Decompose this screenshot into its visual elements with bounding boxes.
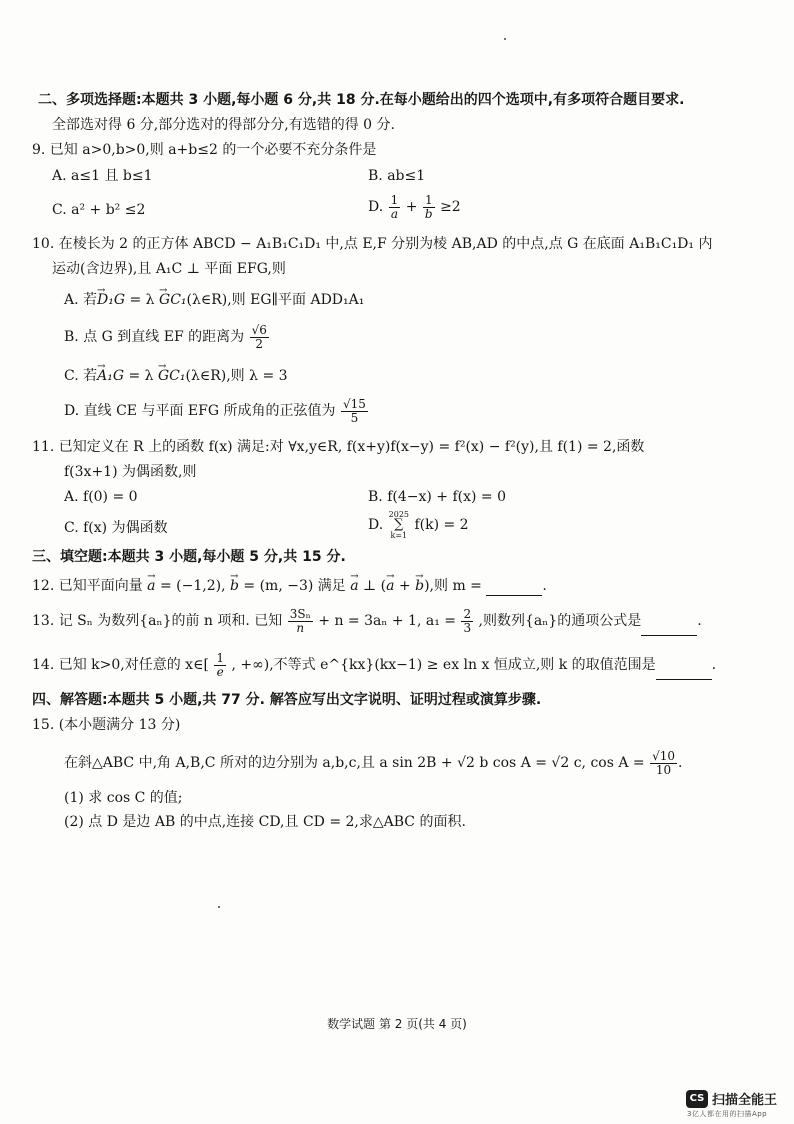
q9-d-prefix: D. [368, 199, 384, 215]
q14-frac: $\frac{1}{e}$ [216, 650, 225, 679]
scan-speck [218, 906, 220, 908]
q9-d-plus: + [405, 199, 418, 215]
q11-d-sum: 2025 ∑ k=1 [388, 510, 409, 540]
q10-stem-line2: 运动(含边界),且 A₁C ⊥ 平面 EFG,则 [52, 261, 286, 277]
watermark-name: 扫描全能王 [712, 1093, 778, 1108]
q10-option-b: B. 点 G 到直线 EF 的距离为 $\frac{√6}{2}$ [64, 322, 267, 351]
q11-option-a: A. f(0) = 0 [64, 489, 138, 505]
q13-answer-blank[interactable] [641, 621, 697, 636]
q11-option-c: C. f(x) 为偶函数 [64, 520, 168, 536]
scan-speck [504, 38, 506, 40]
q10-option-a: A. 若→ D₁G = λ → GC₁(λ∈R),则 EG∥平面 ADD₁A₁ [64, 290, 364, 310]
q12-stem: 12. 已知平面向量 → a = (−1,2), → b = (m, −3) 满足 → a ⊥ (→ a + → b),则 m = . [32, 576, 547, 596]
q15-stem: 在斜△ABC 中,角 A,B,C 所对的边分别为 a,b,c,且 a sin 2B + √2 b cos A = √2 c, cos A = $\frac{√10}{10}$ . [64, 748, 683, 777]
q11-option-d: D. 2025 ∑ k=1 f(k) = 2 [368, 510, 469, 540]
section-2-note: 全部选对得 6 分,部分选对的得部分分,有选错的得 0 分. [52, 117, 395, 133]
q10-b-frac: $\frac{√6}{2}$ [251, 322, 267, 351]
q15-cos-frac: $\frac{√10}{10}$ [652, 748, 676, 777]
q14-answer-blank[interactable] [656, 665, 712, 680]
q9-d-frac2: $\frac{1}{b}$ [424, 192, 433, 221]
q9-stem: 9. 已知 a>0,b>0,则 a+b≤2 的一个必要不充分条件是 [32, 142, 377, 158]
q10-option-d: D. 直线 CE 与平面 EFG 所成角的正弦值为 $\frac{√15}{5}$ [64, 396, 366, 425]
watermark-tagline: 3亿人都在用的扫描App [687, 1110, 768, 1118]
camscanner-logo-icon: CS [686, 1090, 708, 1108]
q12-answer-blank[interactable] [486, 581, 542, 596]
q13-frac1: $\frac{\text{3Sₙ}}{n}$ [289, 606, 311, 635]
q9-d-frac1: $\frac{1}{a}$ [390, 192, 399, 221]
q13-stem: 13. 记 Sₙ 为数列{aₙ}的前 n 项和. 已知 $\frac{\text{3Sₙ}}{n}$ + n = 3aₙ + 1, a₁ = $\frac{2}{3}$ ,则数列{aₙ}的通项公式是 . [32, 606, 702, 635]
q15-header: 15. (本小题满分 13 分) [32, 717, 181, 733]
q10-stem-line1: 10. 在棱长为 2 的正方体 ABCD − A₁B₁C₁D₁ 中,点 E,F 分别为棱 AB,AD 的中点,点 G 在底面 A₁B₁C₁D₁ 内 [32, 236, 713, 252]
page-footer: 数学试题 第 2 页(共 4 页) [327, 1017, 467, 1031]
q11-stem-line2: f(3x+1) 为偶函数,则 [64, 464, 197, 480]
q9-option-c: C. a² + b² ≤2 [52, 202, 146, 218]
q15-part2: (2) 点 D 是边 AB 的中点,连接 CD,且 CD = 2,求△ABC 的面积. [64, 814, 466, 830]
q9-option-d [368, 192, 461, 222]
section-3-title: 三、填空题:本题共 3 小题,每小题 5 分,共 15 分. [32, 549, 346, 565]
q9-d-suffix: ≥2 [440, 199, 461, 215]
q14-stem: 14. 已知 k>0,对任意的 x∈[ $\frac{1}{e}$ , +∞),不等式 e^{kx}(kx−1) ≥ ex ln x 恒成立,则 k 的取值范围是 . [32, 650, 717, 679]
q9-option-a: A. a≤1 且 b≤1 [52, 168, 153, 184]
section-2-title: 二、多项选择题:本题共 3 小题,每小题 6 分,共 18 分.在每小题给出的四个选项中,有多项符合题目要求. [38, 92, 685, 108]
q11-stem-line1: 11. 已知定义在 R 上的函数 f(x) 满足:对 ∀x,y∈R, f(x+y)f(x−y) = f²(x) − f²(y),且 f(1) = 2,函数 [32, 439, 645, 455]
q15-part1: (1) 求 cos C 的值; [64, 790, 183, 806]
q11-option-b: B. f(4−x) + f(x) = 0 [368, 489, 506, 505]
q13-frac2: $\frac{2}{3}$ [463, 606, 472, 635]
q10-option-c: C. 若→ A₁G = λ → GC₁(λ∈R),则 λ = 3 [64, 366, 288, 386]
section-4-title: 四、解答题:本题共 5 小题,共 77 分. 解答应写出文字说明、证明过程或演算步骤. [32, 692, 542, 708]
q9-option-b: B. ab≤1 [368, 168, 426, 184]
q10-d-frac: $\frac{√15}{5}$ [342, 396, 366, 425]
